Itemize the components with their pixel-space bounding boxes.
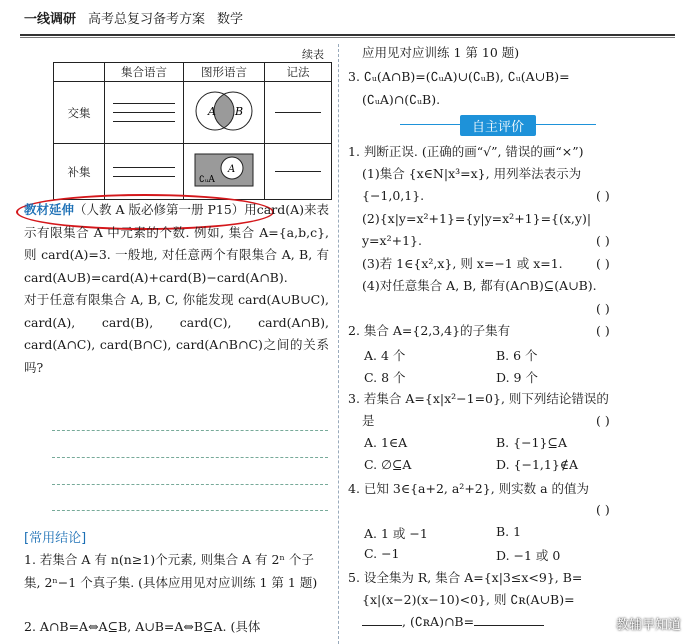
q5-line-2: {x|(x−2)(x−10)<0}, 则 ∁ʀ(A∪B)= xyxy=(362,592,575,607)
answer-line xyxy=(52,430,328,431)
extension-text-2: 对于任意有限集合 A, B, C, 你能发现 card(A∪B∪C), card(A), card(B), card(C), card(A∩B), card(A∩C), card(B∩C), card(A∩B∩C)之间的关系吗? xyxy=(24,292,329,375)
q1-4-paren: ( ) xyxy=(596,301,610,316)
common-conclusions-title: [常用结论] xyxy=(24,531,87,546)
venn-diagram xyxy=(188,85,260,137)
q4-option-b: B. 1 xyxy=(496,524,522,539)
answer-line xyxy=(52,457,328,458)
col-notation: 记法 xyxy=(265,63,332,82)
q2-stem: 2. 集合 A={2,3,4}的子集有 xyxy=(348,323,511,338)
row-label-intersection: 交集 xyxy=(54,82,105,144)
q1-1-paren: ( ) xyxy=(596,188,610,203)
q2-option-b: B. 6 个 xyxy=(496,348,538,363)
q3-option-c: C. ∅⊆A xyxy=(364,457,412,472)
continued-label: 续表 xyxy=(302,48,324,61)
q1-sub-3: (3)若 1∈{x²,x}, 则 x=−1 或 x=1. xyxy=(362,256,563,271)
complement-notation-blank xyxy=(265,144,332,200)
q1-stem: 1. 判断正误. (正确的画“√”, 错误的画“×”) xyxy=(348,144,584,159)
complement-set-blank xyxy=(105,144,184,200)
page-header xyxy=(24,8,255,27)
column-divider xyxy=(338,44,339,644)
extension-keyword: 教材延伸 xyxy=(24,202,75,217)
col-graph-language: 图形语言 xyxy=(184,63,265,82)
q5-blank-2 xyxy=(474,625,544,626)
q4-option-c: C. −1 xyxy=(364,546,400,561)
q1-3-paren: ( ) xyxy=(596,256,610,271)
q3-stem-2: 是 xyxy=(362,413,375,428)
q1-sub-1a: (1)集合 {x∈N|x³=x}, 用列举法表示为 xyxy=(362,166,582,181)
complement-diagram xyxy=(194,153,254,187)
q1-sub-4: (4)对任意集合 A, B, 都有(A∩B)⊆(A∪B). xyxy=(362,278,597,293)
answer-line xyxy=(52,484,328,485)
q2-option-c: C. 8 个 xyxy=(364,370,406,385)
q1-2-paren: ( ) xyxy=(596,233,610,248)
book-title: 高考总复习备考方案 xyxy=(88,12,206,27)
header-rule-thin xyxy=(20,37,675,38)
q4-option-a: A. 1 或 −1 xyxy=(364,526,428,541)
header-rule xyxy=(20,34,675,36)
intersection-venn xyxy=(184,82,265,144)
table-row xyxy=(54,82,332,144)
q4-option-d: D. −1 或 0 xyxy=(496,548,561,563)
venn-label-b: B xyxy=(235,105,244,118)
series-name: 一线调研 xyxy=(24,12,77,27)
q3-paren: ( ) xyxy=(596,413,610,428)
q3-stem: 3. 若集合 A={x|x²−1=0}, 则下列结论错误的 xyxy=(348,391,609,406)
watermark: 教辅早知道 xyxy=(615,618,681,633)
col-set-language: 集合语言 xyxy=(105,63,184,82)
complement-diagram-cell xyxy=(184,144,265,200)
textbook-extension xyxy=(24,199,329,379)
table-corner xyxy=(54,63,105,82)
subject: 数学 xyxy=(217,12,244,27)
q4-stem: 4. 已知 3∈{a+2, a²+2}, 则实数 a 的值为 xyxy=(348,481,590,496)
q3-option-d: D. {−1,1}∉A xyxy=(496,457,579,472)
extension-source: （人教 A 版必修第一册 P15） xyxy=(74,202,245,217)
q5-line-3-text: , (∁ʀA)∩B= xyxy=(402,614,475,629)
row-label-complement: 补集 xyxy=(54,144,105,200)
q3-option-b: B. {−1}⊆A xyxy=(496,435,567,450)
q1-sub-2a: (2){x|y=x²+1}={y|y=x²+1}={(x,y)| xyxy=(362,211,592,226)
q2-paren: ( ) xyxy=(596,323,610,338)
q1-sub-1b: {−1,0,1}. xyxy=(362,188,425,203)
right-item-3b: (∁ᵤA)∩(∁ᵤB). xyxy=(362,92,441,107)
section-title-self-eval: 自主评价 xyxy=(460,115,536,136)
right-cont-line: 应用见对应训练 1 第 10 题) xyxy=(362,45,520,60)
complement-u-label: ∁ᵤA xyxy=(199,175,215,185)
right-item-3a: 3. ∁ᵤ(A∩B)=(∁ᵤA)∪(∁ᵤB), ∁ᵤ(A∪B)= xyxy=(348,69,570,84)
complement-a-label: A xyxy=(228,164,236,175)
venn-label-a: A xyxy=(208,105,216,118)
q5-blank-1 xyxy=(362,625,402,626)
set-operations-table xyxy=(53,62,332,200)
common-item-2: 2. A∩B=A⇔A⊆B, A∪B=A⇔B⊆A. (具体 xyxy=(24,619,261,634)
table-row xyxy=(54,144,332,200)
q5-line-1: 5. 设全集为 R, 集合 A={x|3≤x<9}, B= xyxy=(348,570,583,585)
q2-option-a: A. 4 个 xyxy=(364,348,406,363)
intersection-notation-blank xyxy=(265,82,332,144)
answer-line xyxy=(52,510,328,511)
intersection-set-blank xyxy=(105,82,184,144)
q1-sub-2b: y=x²+1}. xyxy=(362,233,422,248)
q2-option-d: D. 9 个 xyxy=(496,370,538,385)
q4-paren: ( ) xyxy=(596,502,610,517)
extension-text-1: 用card(A)来表示有限集合 A 中元素的个数. 例如, 集合 A={a,b,c}, 则 card(A)=3. 一般地, 对任意两个有限集合 A, B, 有 card(A∪B)=card(A)+card(B)−card(A∩B). xyxy=(24,202,329,285)
common-item-1: 1. 若集合 A 有 n(n≥1)个元素, 则集合 A 有 2ⁿ 个子集, 2ⁿ−1 个真子集. (具体应用见对应训练 1 第 1 题) xyxy=(24,552,318,590)
q3-option-a: A. 1∈A xyxy=(364,435,408,450)
